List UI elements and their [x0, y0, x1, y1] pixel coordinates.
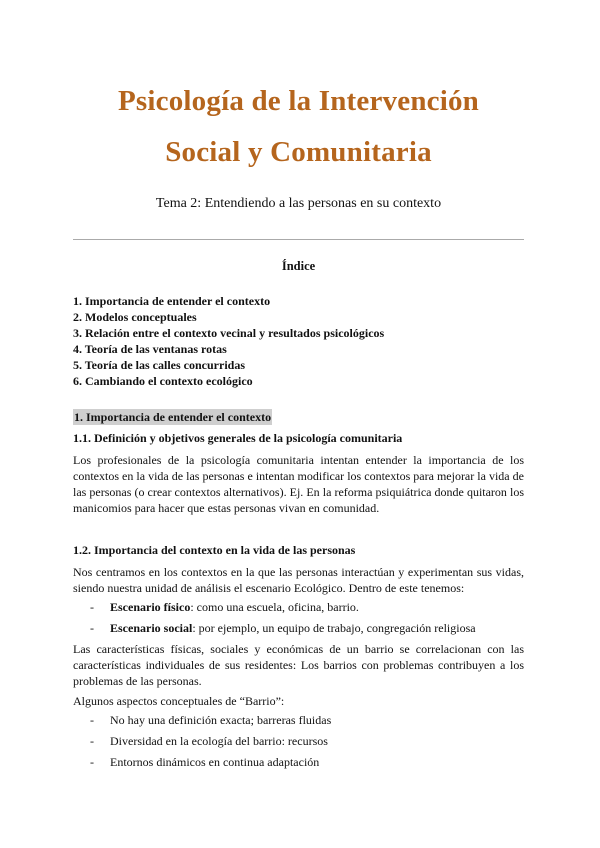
dash-bullet: - [90, 621, 94, 635]
dash-bullet: - [90, 734, 94, 748]
scenario-term: Escenario social [110, 621, 193, 635]
subsection-1-2-intro: Nos centramos en los contextos en la que las personas interactúan y experimentan sus vidas, siendo nuestra unidad de análisis el escenario Ecológico. Dentro de este tenemos: [73, 565, 524, 595]
subsection-1-1-heading: 1.1. Definición y objetivos generales de la psicología comunitaria [73, 431, 403, 445]
index-heading: Índice [281, 259, 316, 273]
toc-item: 5. Teoría de las calles concurridas [73, 358, 245, 372]
aspect-text: Entornos dinámicos en continua adaptación [110, 755, 320, 769]
document-title [73, 0, 524, 178]
section-1-heading: 1. Importancia de entender el contexto [74, 410, 272, 424]
toc-item: 4. Teoría de las ventanas rotas [73, 342, 227, 356]
title-divider [73, 239, 524, 240]
list-item [73, 733, 524, 749]
scenario-list [73, 599, 524, 636]
aspects-list [73, 712, 524, 770]
title-line-1: Psicología de la Intervención [117, 85, 480, 117]
dash-bullet: - [90, 600, 94, 614]
list-item [73, 712, 524, 728]
list-item [73, 620, 524, 636]
scenario-term: Escenario físico [110, 600, 191, 614]
document-subtitle: Tema 2: Entendiendo a las personas en su contexto [155, 196, 442, 211]
dash-bullet: - [90, 713, 94, 727]
dash-bullet: - [90, 755, 94, 769]
barrio-paragraph: Las características físicas, sociales y económicas de un barrio se correlacionan con las características individuales de sus residentes: Los barrios con problemas contribuyen a los problemas de las personas. [73, 642, 524, 688]
subsection-1-1-text: Los profesionales de la psicología comunitaria intentan entender la importancia de los contextos en la vida de las personas e intentan modificar los contextos para mejorar la vida de las personas (o crear contextos alternativos). Ej. En la reforma psiquiátrica donde quitaron los manicomios para hacer que estas personas vivan en comunidad. [73, 453, 524, 515]
list-item [73, 754, 524, 770]
toc-item: 2. Modelos conceptuales [73, 310, 197, 324]
scenario-description: : por ejemplo, un equipo de trabajo, congregación religiosa [192, 621, 476, 635]
list-item [73, 599, 524, 615]
aspect-text: No hay una definición exacta; barreras fluidas [110, 713, 332, 727]
toc-item: 1. Importancia de entender el contexto [73, 294, 271, 308]
aspects-intro: Algunos aspectos conceptuales de “Barrio”: [73, 694, 285, 708]
title-line-2: Social y Comunitaria [165, 136, 432, 168]
scenario-description: : como una escuela, oficina, barrio. [190, 600, 359, 614]
table-of-contents [73, 293, 524, 389]
subsection-1-2-heading: 1.2. Importancia del contexto en la vida de las personas [73, 543, 356, 557]
toc-item: 6. Cambiando el contexto ecológico [73, 374, 253, 388]
toc-item: 3. Relación entre el contexto vecinal y resultados psicológicos [73, 326, 385, 340]
aspect-text: Diversidad en la ecología del barrio: recursos [110, 734, 328, 748]
